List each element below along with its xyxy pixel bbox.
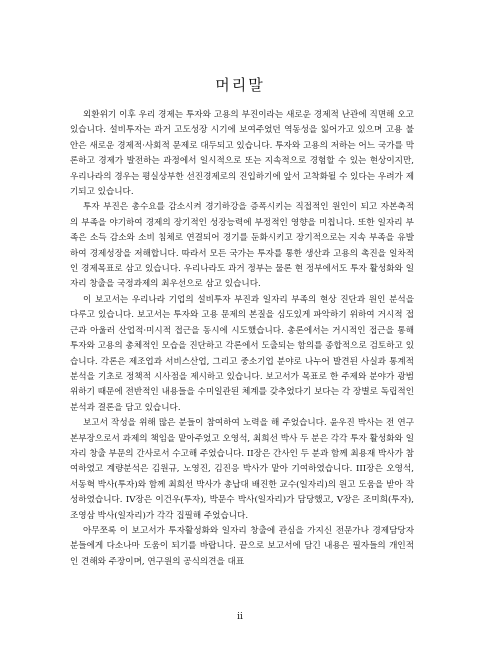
page-title: 머리말 bbox=[215, 76, 265, 94]
paragraph: 보고서 작성을 위해 많은 분들이 참여하여 노력을 해 주었습니다. 윤우진 박사는 전 연구본부장으로서 과제의 책임을 맡아주었고 오영석, 최희선 박사 두 분은 각각 투자 활성화와 일자리 창출 부문의 간사로서 수고해 주었습니다. II장은 간사인 두 분과 함께 최용재 박사가 참여하였고 계량분석은 김원규, 노영진, 김진응 박사가 맡아 기여하였습니다. III장은 오영석, 서동혁 박사(투자)와 함께 최희선 박사가 총납대 배진한 교수(일자리)의 원고 도움을 받아 작성하였습니다. IV장은 이건우(투자), 박문수 박사(일자리)가 담당했고, V장은 조미희(투자), 조영삼 박사(일자리)가 각각 집필해 주었습니다. bbox=[70, 418, 414, 521]
paragraph: 아무쪼록 이 보고서가 투자활성화와 일자리 창출에 관심을 가지신 전문가나 경제담당자 분들에게 다소나마 도움이 되기를 바랍니다. 끝으로 보고서에 담긴 내용은 필자들의 개인적인 견해와 주장이며, 연구원의 공식의견을 대표 bbox=[70, 525, 414, 567]
paragraph: 이 보고서는 우리나라 기업의 설비투자 부진과 일자리 부족의 현상 진단과 원인 분석을 다루고 있습니다. 보고서는 투자와 고용 문제의 본질을 심도있게 파악하기 위하여 거시적 접근과 아울러 산업적·미시적 접근을 동시에 시도했습니다. 총론에서는 거시적인 접근을 통해 투자와 고용의 총체적인 모습을 진단하고 각론에서 도출되는 함의를 종합적으로 검토하고 있습니다. 각론은 제조업과 서비스산업, 그리고 중소기업 분야로 나누어 발견된 사실과 통계적 분석을 기초로 정책적 시사점을 제시하고 있습니다. 보고서가 목표로 한 주제와 분야가 광범위하기 때문에 전반적인 내용들을 수미일관된 체계를 갖추었다기 보다는 각 장별로 독립적인 분석과 결론을 담고 있습니다. bbox=[70, 294, 414, 413]
page-number: ii bbox=[237, 612, 243, 622]
paragraph: 외환위기 이후 우리 경제는 투자와 고용의 부진이라는 새로운 경제적 난관에 직면해 오고 있습니다. 설비투자는 과거 고도성장 시기에 보여주었던 역동성을 잃어가고 있으며 고용 불안은 새로운 경제적·사회적 문제로 대두되고 있습니다. 투자와 고용의 저하는 어느 국가를 막론하고 경제가 발전하는 과정에서 일시적으로 또는 지속적으로 경험할 수 있는 현상이지만, 우리나라의 경우는 평실상부한 선진경제로의 진입하기에 앞서 고착화될 수 있다는 우려가 제기되고 있습니다. bbox=[70, 110, 414, 198]
body-text bbox=[70, 108, 414, 570]
paragraph: 투자 부진은 총수요를 감소시켜 경기하강을 증폭시키는 직접적인 원인이 되고 자본축적의 부족을 야기하여 경제의 장기적인 성장능력에 부정적인 영향을 미칩니다. 또한 일자리 부족은 소득 감소와 소비 침체로 연결되어 경기를 둔화시키고 장기적으로는 지속 부족을 유발하여 경제성장을 저해합니다. 따라서 모든 국가는 투자를 통한 생산과 고용의 촉진을 일차적인 경제목표로 삼고 있습니다. 우리나라도 과거 정부는 물론 현 정부에서도 투자 활성화와 일자리 창출을 국정과제의 최우선으로 삼고 있습니다. bbox=[70, 202, 414, 290]
